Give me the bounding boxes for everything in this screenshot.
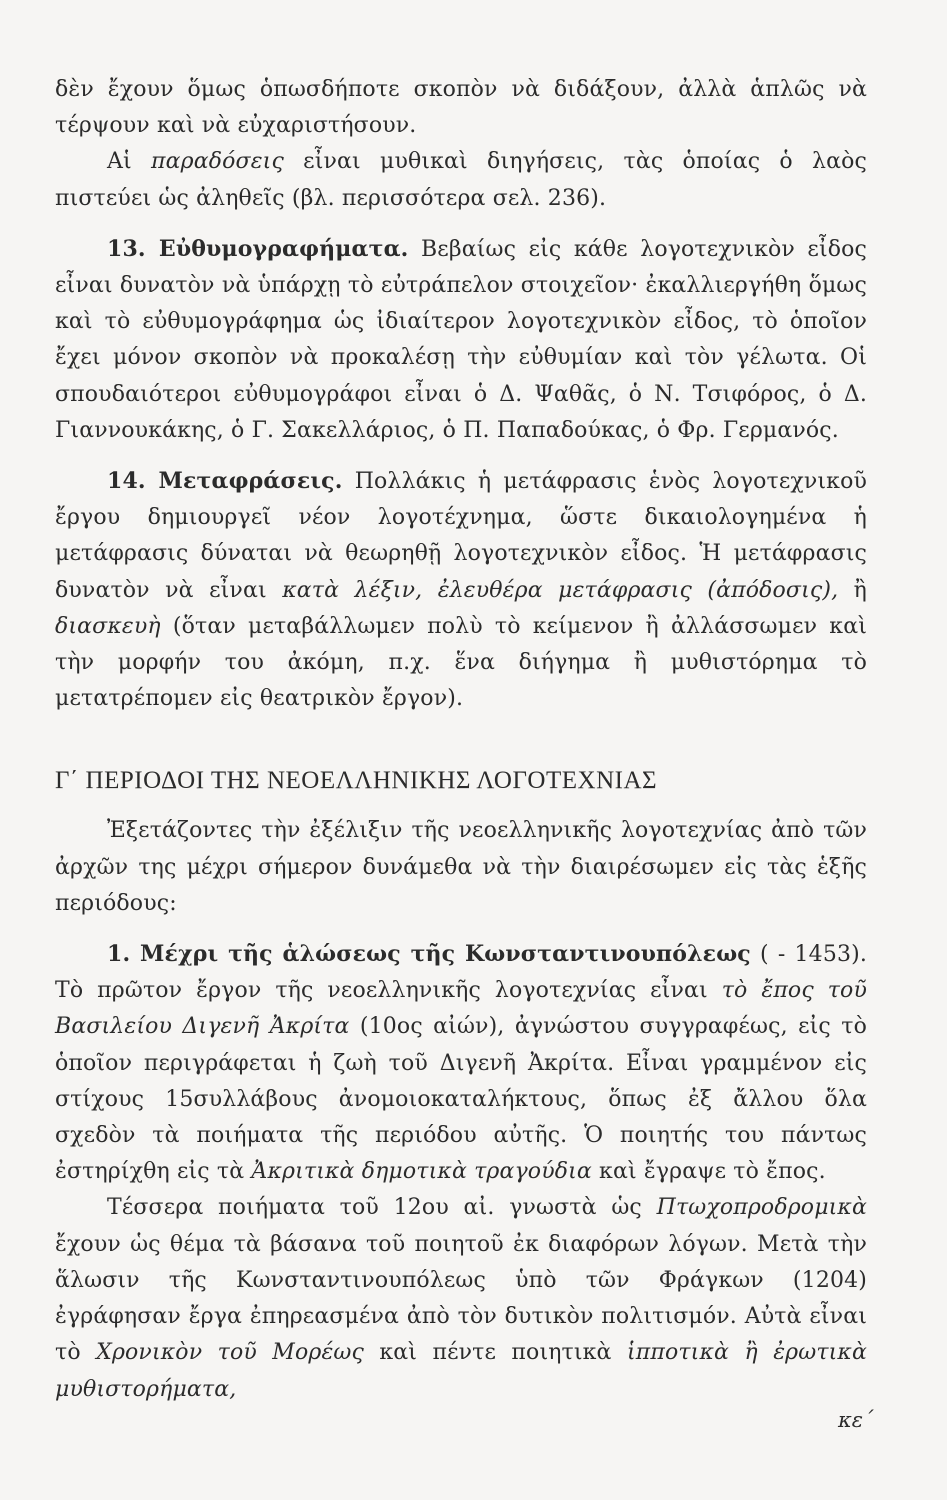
- section-14-text-3: (ὅταν μεταβάλλωμεν πολὺ τὸ κείμενον ἢ ἀλλάσσωμεν καὶ τὴν μορφήν του ἀκόμη, π.χ. ἕνα διήγημα ἢ μυθιστόρημα τὸ μετατρέπομεν εἰς θεατρικὸν ἔργον).: [55, 613, 867, 712]
- page-signature: κε΄: [838, 1408, 874, 1432]
- chapter-heading: Γ΄ ΠΕΡΙΟΔΟΙ ΤΗΣ ΝΕΟΕΛΛΗΝΙΚΗΣ ΛΟΓΟΤΕΧΝΙΑΣ: [55, 767, 658, 795]
- ptochoprodromika-italic-2: Χρονικὸν τοῦ Μορέως: [96, 1340, 364, 1366]
- ptochoprodromika-text-1: Τέσσερα ποιήματα τοῦ 12ου αἰ. γνωστὰ ὡς: [107, 1195, 657, 1221]
- ptochoprodromika-text-3: καὶ πέντε ποιητικὰ: [363, 1340, 627, 1366]
- paragraph-ptochoprodromika: [55, 1190, 867, 1407]
- ptochoprodromika-italic-1: Πτωχοπροδρομικὰ: [656, 1195, 867, 1221]
- periods-intro-text: Ἐξετάζοντες τὴν ἐξέλιξιν τῆς νεοελληνικῆς λογοτεχνίας ἀπὸ τῶν ἀρχῶν της μέχρι σήμερον δυνάμεθα νὰ τὴν διαιρέσωμεν εἰς τὰς ἑξῆς περιόδους:: [55, 818, 867, 916]
- paragraph-intro: [55, 72, 867, 144]
- period-1-text-1: ( - 1453). Τὸ πρῶτον ἔργον τῆς νεοελληνικῆς λογοτεχνίας εἶναι: [55, 942, 867, 1004]
- paragraph-traditions: [55, 144, 867, 216]
- paragraph-intro-text: δὲν ἔχουν ὅμως ὁπωσδήποτε σκοπὸν νὰ διδάξουν, ἀλλὰ ἁπλῶς νὰ τέρψουν καὶ νὰ εὐχαριστήσουν.: [55, 77, 867, 139]
- period-1-text-3: καὶ ἔγραψε τὸ ἔπος.: [591, 1159, 826, 1185]
- section-13: [55, 231, 867, 449]
- section-14-text-1: Πολλάκις ἡ μετάφρασις ἑνὸς λογοτεχνικοῦ ἔργου δημιουργεῖ νέον λογοτέχνημα, ὥστε δικαιολογημένα ἡ μετάφρασις δύναται νὰ θεωρηθῇ λογοτεχνικὸν εἶδος. Ἡ μετάφρασις δυνατὸν νὰ εἶναι: [55, 469, 867, 603]
- paragraph-periods-intro: [55, 813, 867, 922]
- section-14-heading: 14. Μεταφράσεις.: [107, 468, 343, 495]
- period-1-heading: 1. Μέχρι τῆς ἁλώσεως τῆς Κωνσταντινουπόλεως: [107, 941, 751, 968]
- section-14-italic-2: διασκευὴ: [55, 613, 161, 639]
- period-1: [55, 936, 867, 1190]
- ptochoprodromika-text-2: ἔχουν ὡς θέμα τὰ βάσανα τοῦ ποιητοῦ ἐκ διαφόρων λόγων. Μετὰ τὴν ἅλωσιν τῆς Κωνσταντινουπόλεως ὑπὸ τῶν Φράγκων (1204) ἐγράφησαν ἔργα ἐπηρεασμένα ἀπὸ τὸν δυτικὸν πολιτισμόν. Αὐτὰ εἶναι τὸ: [55, 1231, 867, 1366]
- traditions-text-start: Αἱ: [107, 149, 152, 175]
- section-13-text: Βεβαίως εἰς κάθε λογοτεχνικὸν εἶδος εἶναι δυνατὸν νὰ ὑπάρχῃ τὸ εὐτράπελον στοιχεῖον· ἐκαλλιεργήθη ὅμως καὶ τὸ εὐθυμογράφημα ὡς ἰδιαίτερον λογοτεχνικὸν εἶδος, τὸ ὁποῖον ἔχει μόνον σκοπὸν νὰ προκαλέσῃ τὴν εὐθυμίαν καὶ τὸν γέλωτα. Οἱ σπουδαιότεροι εὐθυμογράφοι εἶναι ὁ Δ. Ψαθᾶς, ὁ Ν. Τσιφόρος, ὁ Δ. Γιαννουκάκης, ὁ Γ. Σακελλάριος, ὁ Π. Παπαδούκας, ὁ Φρ. Γερμανός.: [55, 236, 867, 443]
- section-14: [55, 463, 867, 717]
- period-1-italic-2: Ἀκριτικὰ δημοτικὰ τραγούδια: [251, 1159, 592, 1185]
- traditions-text-end: εἶναι μυθικαὶ διηγήσεις, τὰς ὁποίας ὁ λαὸς πιστεύει ὡς ἀληθεῖς (βλ. περισσότερα σελ. 236).: [55, 149, 867, 211]
- period-1-text-2: (10ος αἰών), ἀγνώστου συγγραφέως, εἰς τὸ ὁποῖον περιγράφεται ἡ ζωὴ τοῦ Διγενῆ Ἀκρίτα. Εἶναι γραμμένον εἰς στίχους 15συλλάβους ἀνομοιοκαταλήκτους, ὅπως ἐξ ἄλλου ὅλα σχεδὸν τὰ ποιήματα τῆς περιόδου αὐτῆς. Ὁ ποιητής του πάντως ἐστηρίχθη εἰς τὰ: [55, 1014, 868, 1185]
- section-13-heading: 13. Εὐθυμογραφήματα.: [107, 235, 409, 262]
- ptochoprodromika-italic-3: ἱπποτικὰ ἢ ἐρωτικὰ μυθιστορήματα,: [55, 1340, 868, 1402]
- traditions-term: παραδόσεις: [151, 149, 284, 175]
- section-14-italic-1: κατὰ λέξιν, ἐλευθέρα μετάφρασις (ἀπόδοσις),: [282, 577, 839, 603]
- period-1-italic-1: τὸ ἔπος τοῦ Βασιλείου Διγενῆ Ἀκρίτα: [55, 978, 867, 1040]
- section-14-text-2: ἢ: [838, 577, 867, 603]
